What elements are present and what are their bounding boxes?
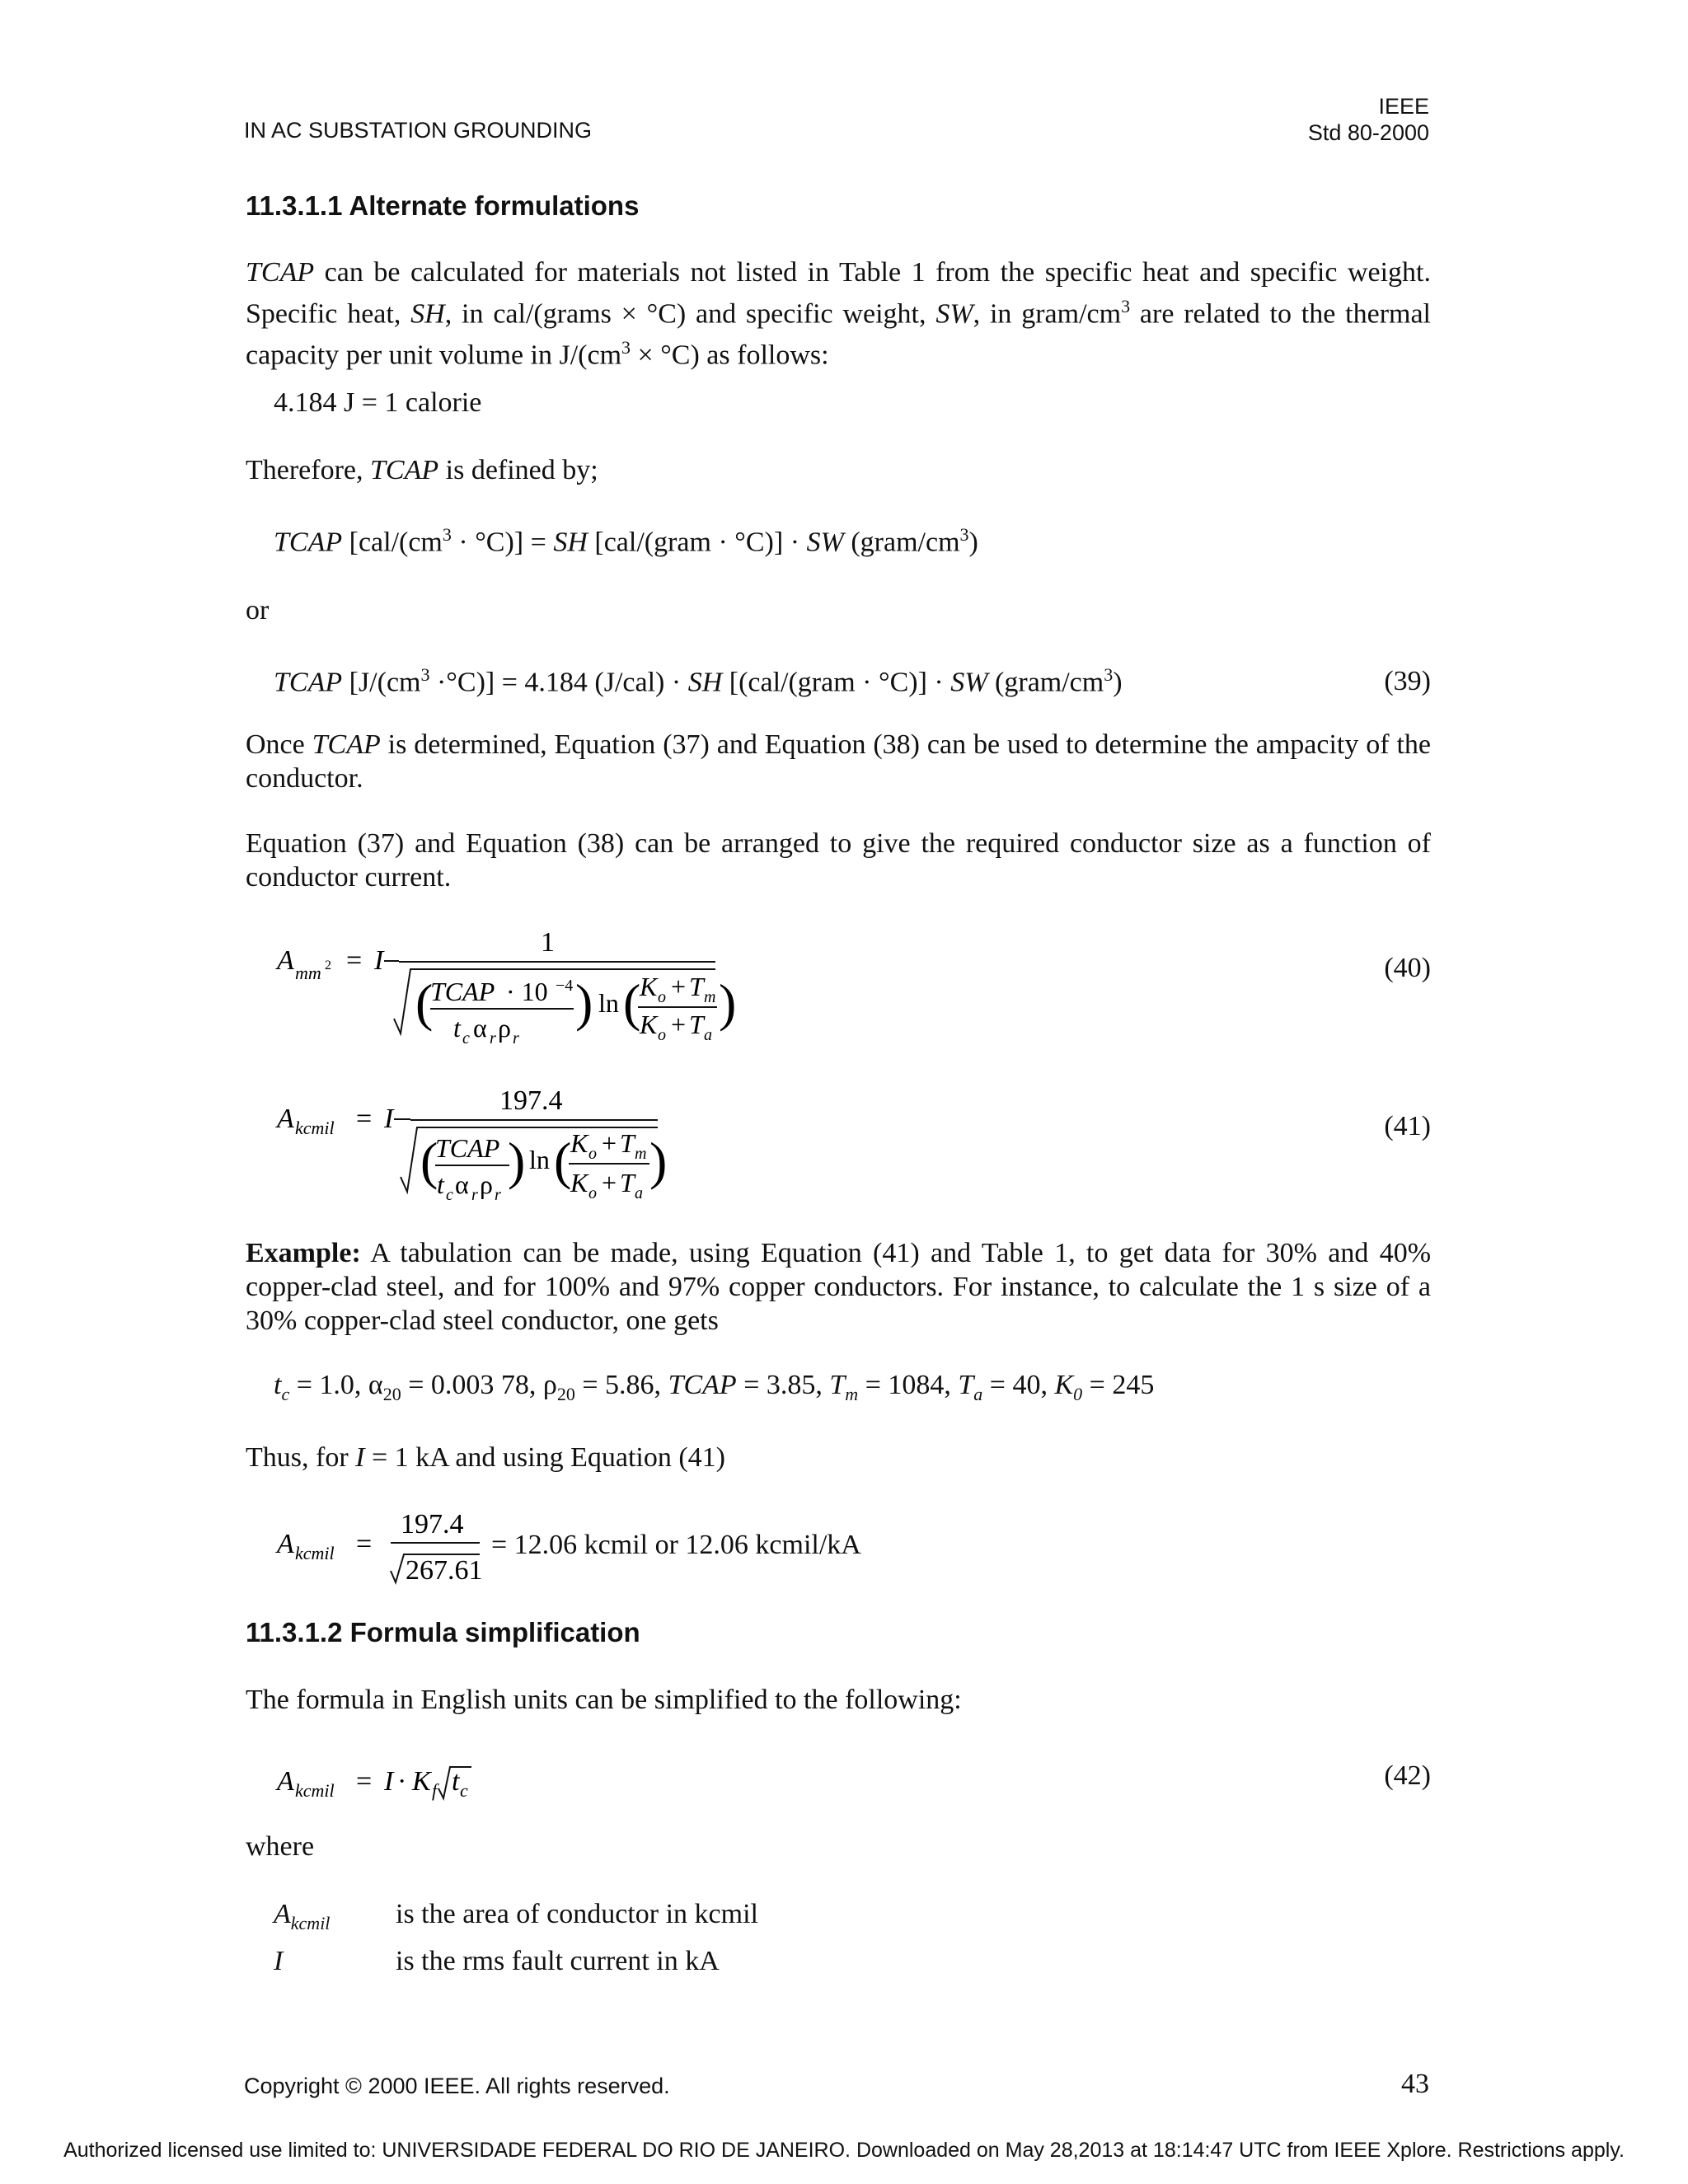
svg-text:t: t <box>452 1766 460 1797</box>
svg-text:197.4: 197.4 <box>499 1085 563 1116</box>
svg-text:α: α <box>455 1169 469 1199</box>
definition-symbol: $A_{kcmil}$ <box>274 1899 331 1933</box>
svg-text:r: r <box>490 1029 496 1047</box>
equation-41 <box>277 1080 689 1212</box>
standard-number: Std 80-2000 <box>1307 120 1429 145</box>
svg-text:I: I <box>384 1104 394 1134</box>
svg-text:I: I <box>374 945 384 976</box>
svg-text:ρ: ρ <box>480 1169 493 1199</box>
section-heading-simplification: 11.3.1.2 Formula simplification <box>246 1617 640 1647</box>
equation-40-number: (40) <box>1384 953 1431 983</box>
svg-text:ρ: ρ <box>498 1013 511 1043</box>
svg-text:ln: ln <box>598 988 619 1018</box>
svg-text:A: A <box>277 1529 294 1559</box>
equation-39: TCAP $[J/(cm^3 \cdot^\circ C)] = 4.184$ (J/cal) · SH [(cal/(gram · °C)] · SW $(gram/cm^3)$ <box>274 664 1123 698</box>
svg-text:=: = <box>346 945 363 976</box>
equation-41-svg <box>277 1080 689 1212</box>
tcap-equation: TCAP $[cal/(cm^3 \cdot ^\circ C)]$ = SH [cal/(gram · °C)] · SW $(gram/cm^3)$ <box>274 524 978 558</box>
svg-text:t: t <box>437 1169 444 1199</box>
svg-text:o: o <box>588 1145 597 1163</box>
svg-text:K: K <box>640 972 658 1001</box>
svg-text:T: T <box>689 972 704 1001</box>
svg-text:TCAP: TCAP <box>430 977 495 1006</box>
svg-text:K: K <box>570 1168 588 1197</box>
svg-text:r: r <box>495 1186 501 1204</box>
definition-text: is the area of conductor in kcmil <box>396 1899 758 1929</box>
svg-text:kcmil: kcmil <box>295 1118 335 1138</box>
svg-text:· 10: · 10 <box>506 977 548 1006</box>
svg-text:197.4: 197.4 <box>401 1509 464 1540</box>
definition-symbol: I <box>274 1945 284 1976</box>
svg-text:A: A <box>277 1104 294 1134</box>
tcap-determined-paragraph: Once TCAP is determined, Equation (37) and Equation (38) can be used to determine the ampacity of the conductor. <box>246 729 1431 794</box>
simplification-paragraph: The formula in English units can be simplified to the following: <box>246 1685 962 1715</box>
svg-text:+: + <box>602 1168 617 1197</box>
svg-text:o: o <box>588 1184 597 1202</box>
svg-text:=: = <box>356 1766 373 1797</box>
svg-text:ln: ln <box>529 1145 550 1174</box>
equation-39-number: (39) <box>1384 666 1431 696</box>
example-paragraph <box>246 1236 1431 1338</box>
svg-text:=: = <box>356 1104 373 1134</box>
svg-text:r: r <box>471 1186 478 1204</box>
equation-42 <box>277 1755 524 1805</box>
copyright: Copyright © 2000 IEEE. All rights reserved. <box>244 2074 670 2098</box>
svg-text:m: m <box>635 1145 647 1163</box>
svg-text:2: 2 <box>325 958 331 972</box>
svg-text:m: m <box>704 988 716 1006</box>
svg-text:a: a <box>635 1184 643 1202</box>
svg-text:K: K <box>640 1010 658 1039</box>
result-equation <box>277 1505 936 1587</box>
svg-text:T: T <box>620 1168 635 1197</box>
svg-text:1: 1 <box>541 927 555 958</box>
section-heading-alternate: 11.3.1.1 Alternate formulations <box>246 190 640 221</box>
svg-text:(: ( <box>415 973 434 1032</box>
svg-text:+: + <box>602 1128 617 1158</box>
svg-text:kcmil: kcmil <box>295 1780 335 1801</box>
svg-text:α: α <box>473 1013 487 1043</box>
svg-text:A: A <box>277 1766 294 1797</box>
result-value: = 12.06 kcmil or 12.06 kcmil/kA <box>491 1530 861 1560</box>
svg-text:c: c <box>446 1186 453 1204</box>
svg-text:=: = <box>356 1529 373 1559</box>
svg-text:(: ( <box>554 1132 572 1190</box>
svg-text:f: f <box>432 1780 438 1801</box>
running-header: IN AC SUBSTATION GROUNDING <box>244 118 593 143</box>
svg-text:+: + <box>671 972 687 1001</box>
svg-text:(: ( <box>623 973 641 1032</box>
svg-text:TCAP: TCAP <box>435 1133 500 1163</box>
example-label: Example: <box>246 1238 361 1268</box>
arranged-paragraph: Equation (37) and Equation (38) can be arranged to give the required conductor size as a function of conductor current. <box>246 828 1431 893</box>
svg-text:·: · <box>397 1766 407 1797</box>
example-text: A tabulation can be made, using Equation (41) and Table 1, to get data for 30% and 40% copper-clad steel, and for 100% and 97% copper conductors. For instance, to calculate the 1 s size of a 30% copper-clad steel conductor, one gets <box>246 1238 1432 1336</box>
thus-line: Thus, for I = 1 kA and using Equation (41) <box>246 1442 726 1473</box>
svg-text:+: + <box>671 1010 687 1039</box>
svg-text:T: T <box>689 1010 704 1039</box>
equation-42-number: (42) <box>1384 1760 1431 1791</box>
definition-list <box>274 1896 758 1980</box>
example-parameters: $t_c = 1.0$, $\alpha_{20} = 0.003$ 78, $\rho_{20} = 5.86$, TCAP = 3.85, $T_m = 1084$, $T_a = 40$, $K_0 = 245$ <box>274 1370 1155 1404</box>
svg-text:t: t <box>453 1013 461 1043</box>
definition-item <box>274 1896 758 1943</box>
svg-text:T: T <box>620 1128 635 1158</box>
calorie-definition: 4.184 J = 1 calorie <box>274 387 482 418</box>
svg-text:): ) <box>649 1132 668 1190</box>
svg-text:A: A <box>277 945 294 976</box>
equation-42-svg <box>277 1755 524 1805</box>
svg-text:a: a <box>704 1026 712 1044</box>
svg-text:267.61: 267.61 <box>406 1555 483 1586</box>
svg-text:kcmil: kcmil <box>295 1543 335 1563</box>
license-notice: Authorized licensed use limited to: UNIVERSIDADE FEDERAL DO RIO DE JANEIRO. Downloaded on May 28,2013 at 18:14:47 UTC from IEEE Xplore. Restrictions apply. <box>63 2139 1625 2162</box>
svg-text:−4: −4 <box>556 977 574 995</box>
definition-text: is the rms fault current in kA <box>396 1945 720 1976</box>
svg-text:mm: mm <box>295 963 321 983</box>
svg-text:o: o <box>658 988 666 1006</box>
equation-40-svg <box>277 921 738 1053</box>
svg-text:): ) <box>508 1132 526 1190</box>
svg-text:): ) <box>719 973 737 1032</box>
svg-text:r: r <box>513 1029 519 1047</box>
svg-text:): ) <box>575 973 593 1032</box>
svg-text:c: c <box>462 1029 470 1047</box>
svg-text:(: ( <box>420 1132 438 1190</box>
intro-paragraph: TCAP can be calculated for materials not listed in Table 1 from the specific heat and specific weight. Specific heat, SH, in cal/(grams × °C) and specific weight, SW, in gram/$cm^3$ are related to the thermal capacity per unit volume in $J/(cm^3 \times ^\circ C)$ as follows: <box>246 257 1431 371</box>
page-number: 43 <box>1401 2069 1429 2099</box>
equation-41-number: (41) <box>1384 1111 1431 1141</box>
definition-item <box>274 1943 758 1980</box>
equation-40 <box>277 921 738 1053</box>
svg-text:K: K <box>570 1128 588 1158</box>
or-connector: or <box>246 595 270 626</box>
svg-text:I: I <box>384 1766 394 1797</box>
svg-text:K: K <box>412 1766 431 1797</box>
svg-text:c: c <box>460 1780 468 1801</box>
where-label: where <box>246 1831 315 1862</box>
standard-org: IEEE <box>1378 94 1429 119</box>
result-fraction-svg <box>277 1505 483 1587</box>
svg-text:o: o <box>658 1026 666 1044</box>
therefore-line: Therefore, TCAP is defined by; <box>246 455 598 485</box>
standard-id <box>1308 93 1429 146</box>
